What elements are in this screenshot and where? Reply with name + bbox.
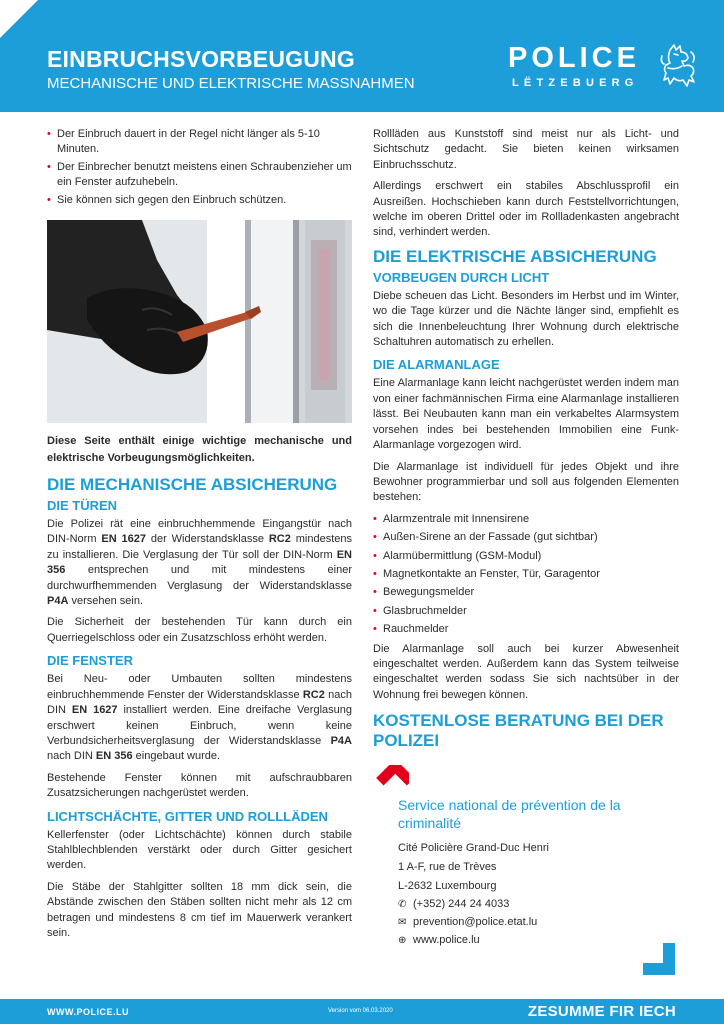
list-item: • Der Einbrecher benutzt meistens einen Schraubenzieher um ein Fenster aufzuhebeln. <box>47 160 352 191</box>
alarm-paragraph-1: Eine Alarmanlage kann leicht nachgerüstet werden indem man von einer fachmännischen Firma eine Alarmanlage installieren lässt. Bei Neubauten kann man ein verkabeltes Alarmsystem vorsehen indes bei bestehenden Immobilien eine Funk-Alarmanlage vorgezogen wird. <box>373 377 679 452</box>
burglary-photo <box>47 220 352 423</box>
contact-phone-number: (+352) 244 24 4033 <box>413 898 510 910</box>
rolllaeden-paragraph-2: Allerdings erschwert ein stabiles Abschlussprofil ein Ausreißen. Hochschieben kann durch Feststellvorrichtungen, welche im oberen Drittel oder im Rollladenkasten angebracht sind, verhindert werden. <box>373 180 679 239</box>
header-bar <box>0 0 724 112</box>
tueren-paragraph-2: Die Sicherheit der bestehenden Tür kann durch ein Querriegelschloss oder ein Zusatzschloss erhöht werden. <box>47 616 352 644</box>
logo-police-text: POLICE <box>508 42 640 74</box>
header-corner-notch <box>0 0 38 38</box>
licht-paragraph-1: Kellerfenster (oder Lichtschächte) können durch stabile Stahlblechblenden verstärkt oder durch Gitter gesichert werden. <box>47 828 352 872</box>
heading-vorbeugen-licht: VORBEUGEN DURCH LICHT <box>373 269 550 285</box>
fenster-paragraph-1: Bei Neu- oder Umbauten sollten mindestens einbruchhemmende Fenster der Widerstandsklasse RC2 nach DIN EN 1627 installiert werden. Eine dreifache Verglasung erschwert keinen Einbruch, wenn keine Verbundsicherheitsverglasung der Widerstandsklasse P4A nach DIN EN 356 eingebaut wurde. <box>47 673 352 763</box>
heading-tueren: DIE TÜREN <box>47 498 118 514</box>
globe-icon: ⊕ <box>398 935 407 946</box>
list-item: • Der Einbruch dauert in der Regel nicht länger als 5-10 Minuten. <box>47 127 352 158</box>
footer-bar <box>0 999 724 1024</box>
contact-phone <box>398 897 509 912</box>
rolllaeden-paragraph-1: Rollläden aus Kunststoff sind meist nur als Licht- und Sichtschutz gedacht. Sie bieten keinen wirksamen Einbruchsschutz. <box>373 128 679 171</box>
alarm-paragraph-2: Die Alarmanlage ist individuell für jedes Objekt und ihre Bewohner programmierbar und soll aus folgenden Elementen bestehen: <box>373 460 679 504</box>
phone-icon: ✆ <box>398 899 407 910</box>
heading-lichtschaechte: LICHTSCHÄCHTE, GITTER UND ROLLLÄDEN <box>47 808 328 824</box>
heading-kostenlose-beratung: KOSTENLOSE BERATUNG BEI DER POLIZEI <box>373 711 664 751</box>
page-subtitle: MECHANISCHE UND ELEKTRISCHE MASSNAHMEN <box>47 75 415 92</box>
page-title: EINBRUCHSVORBEUGUNG <box>47 46 355 72</box>
list-item: • Magnetkontakte an Fenster, Tür, Garagentor <box>373 567 679 582</box>
list-item: • Bewegungsmelder <box>373 585 679 600</box>
heading-mechanische-absicherung: DIE MECHANISCHE ABSICHERUNG <box>47 475 338 495</box>
list-item: • Glasbruchmelder <box>373 604 679 619</box>
alarm-paragraph-3: Die Alarmanlage soll auch bei kurzer Abwesenheit eingeschaltet werden. Außerdem kann das System teilweise eingeschaltet werden sodass Sie sich nachtsüber in der Wohnung frei bewegen können. <box>373 642 679 701</box>
list-item: • Rauchmelder <box>373 622 679 637</box>
heading-alarmanlage: DIE ALARMANLAGE <box>373 357 500 373</box>
alarm-components-list <box>373 512 679 638</box>
list-item: • Außen-Sirene an der Fassade (gut sichtbar) <box>373 530 679 545</box>
left-column <box>47 127 352 947</box>
right-column <box>373 127 679 753</box>
logo-letzebuerg-text: LËTZEBUERG <box>512 77 639 89</box>
list-item: • Sie können sich gegen den Einbruch schützen. <box>47 193 352 208</box>
footer-url[interactable]: WWW.POLICE.LU <box>47 1007 129 1017</box>
licht-paragraph: Diebe scheuen das Licht. Besonders im Herbst und im Winter, wo die Tage kürzer und die Nächte länger sind, empfiehlt es sich die Innenbeleuchtung Ihrer Wohnung durch elektrische Schaltuhren automatisch zu erhellen. <box>373 289 679 349</box>
list-item: • Alarmübermittlung (GSM-Modul) <box>373 549 679 564</box>
intro-text: Diese Seite enthält einige wichtige mechanische und elektrische Vorbeugungsmöglichkeiten. <box>47 435 352 465</box>
contact-street: 1 A-F, rue de Trèves <box>398 861 497 873</box>
footer-slogan: ZESUMME FIR IECH <box>527 1003 676 1020</box>
licht-paragraph-2: Die Stäbe der Stahlgitter sollten 18 mm dick sein, die Abstände zwischen den Stäben sollten nicht mehr als 12 cm betragen und mindestens 8 cm tief im Mauerwerk verankert sein. <box>47 880 352 939</box>
lion-crest-icon <box>660 42 698 90</box>
contact-email-address[interactable]: prevention@police.etat.lu <box>413 916 538 928</box>
burglar-crowbar-illustration <box>47 220 352 423</box>
blue-corner-arrow-icon <box>643 943 675 975</box>
contact-city: L-2632 Luxembourg <box>398 880 497 892</box>
list-item: • Alarmzentrale mit Innensirene <box>373 512 679 527</box>
heading-elektrische-absicherung: DIE ELEKTRISCHE ABSICHERUNG <box>373 246 657 266</box>
heading-fenster: DIE FENSTER <box>47 653 133 669</box>
contact-title: Service national de prévention de la criminalité <box>398 797 621 831</box>
contact-web-link[interactable]: www.police.lu <box>413 934 480 946</box>
tueren-paragraph-1: Die Polizei rät eine einbruchhemmende Eingangstür nach DIN-Norm EN 1627 der Widerstandsklasse RC2 mindestens zu installieren. Die Verglasung der Tür soll der DIN-Norm EN 356 entsprechen und mit mindestens einer durchwurfhemmenden Verglasung der Widerstandsklasse P4A versehen sein. <box>47 518 353 608</box>
contact-email[interactable] <box>398 915 537 930</box>
contact-block <box>373 765 679 955</box>
intro-bullet-list <box>47 127 352 208</box>
footer-version: Version vom 06.03.2020 <box>328 1008 393 1014</box>
fenster-paragraph-2: Bestehende Fenster können mit aufschraubbaren Zusatzsicherungen nachgerüstet werden. <box>47 771 352 800</box>
email-icon: ✉ <box>398 917 407 928</box>
contact-org: Cité Policière Grand-Duc Henri <box>398 842 549 854</box>
contact-web[interactable] <box>398 933 480 948</box>
police-logo <box>498 42 698 94</box>
